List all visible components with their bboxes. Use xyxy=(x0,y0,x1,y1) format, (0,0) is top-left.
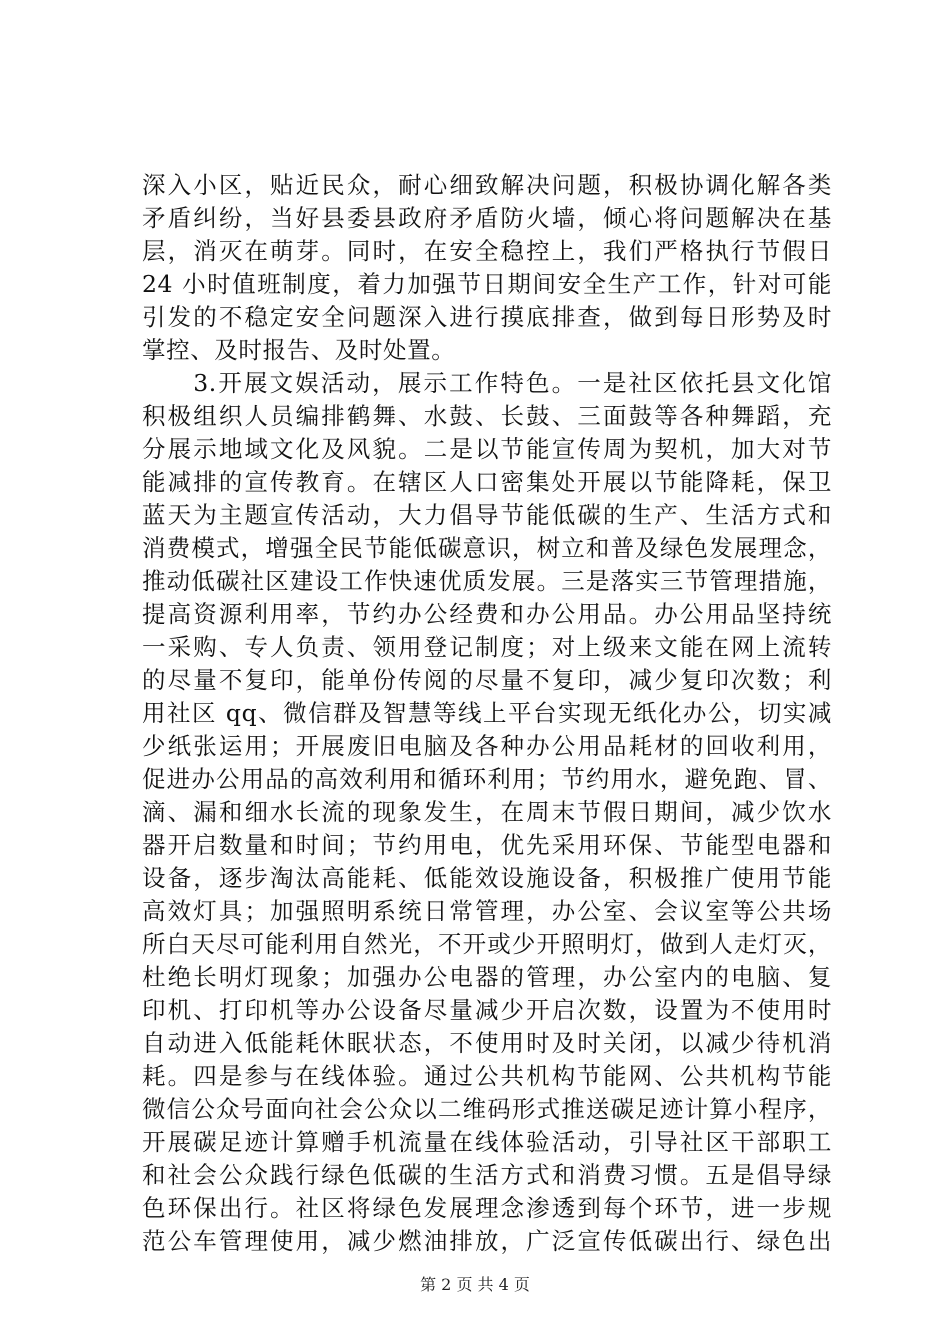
text-line: 24 小时值班制度，着力加强节日期间安全生产工作，针对可能 xyxy=(142,270,832,298)
text-line: 高效灯具；加强照明系统日常管理，办公室、会议室等公共场 xyxy=(142,897,832,925)
text-line: 少纸张运用；开展废旧电脑及各种办公用品耗材的回收利用， xyxy=(142,732,832,760)
text-line: 自动进入低能耗休眠状态，不使用时及时关闭，以减少待机消 xyxy=(142,1029,832,1057)
text-line: 消费模式，增强全民节能低碳意识，树立和普及绿色发展理念， xyxy=(142,534,832,562)
text-line: 杜绝长明灯现象；加强办公电器的管理，办公室内的电脑、复 xyxy=(142,963,832,991)
text-line: 能减排的宣传教育。在辖区人口密集处开展以节能降耗，保卫 xyxy=(142,468,832,496)
text-line: 推动低碳社区建设工作快速优质发展。三是落实三节管理措施， xyxy=(142,567,832,595)
text-line: 耗。四是参与在线体验。通过公共机构节能网、公共机构节能 xyxy=(142,1062,832,1090)
page-footer: 第 2 页 共 4 页 xyxy=(420,1275,530,1294)
text-line: 的尽量不复印，能单份传阅的尽量不复印，减少复印次数；利 xyxy=(142,666,832,694)
text-line: 滴、漏和细水长流的现象发生，在周末节假日期间，减少饮水 xyxy=(142,798,832,826)
text-line: 设备，逐步淘汰高能耗、低能效设施设备，积极推广使用节能 xyxy=(142,864,832,892)
text-line: 3.开展文娱活动，展示工作特色。一是社区依托县文化馆 xyxy=(142,369,832,397)
text-line: 掌控、及时报告、及时处置。 xyxy=(142,336,456,364)
text-line: 促进办公用品的高效利用和循环利用；节约用水，避免跑、冒、 xyxy=(142,765,832,793)
text-line: 一采购、专人负责、领用登记制度；对上级来文能在网上流转 xyxy=(142,633,832,661)
text-line: 开展碳足迹计算赠手机流量在线体验活动，引导社区干部职工 xyxy=(142,1128,832,1156)
text-line: 微信公众号面向社会公众以二维码形式推送碳足迹计算小程序， xyxy=(142,1095,832,1123)
body-text xyxy=(142,169,832,1258)
text-line: 深入小区，贴近民众，耐心细致解决问题，积极协调化解各类 xyxy=(142,171,832,199)
text-line: 器开启数量和时间；节约用电，优先采用环保、节能型电器和 xyxy=(142,831,832,859)
text-line: 范公车管理使用，减少燃油排放，广泛宣传低碳出行、绿色出 xyxy=(142,1227,832,1255)
text-line: 和社会公众践行绿色低碳的生活方式和消费习惯。五是倡导绿 xyxy=(142,1161,832,1189)
text-line: 提高资源利用率，节约办公经费和办公用品。办公用品坚持统 xyxy=(142,600,832,628)
text-line: 层，消灭在萌芽。同时，在安全稳控上，我们严格执行节假日 xyxy=(142,237,832,265)
text-line: 矛盾纠纷，当好县委县政府矛盾防火墙，倾心将问题解决在基 xyxy=(142,204,832,232)
text-line: 蓝天为主题宣传活动，大力倡导节能低碳的生产、生活方式和 xyxy=(142,501,832,529)
text-line: 用社区 qq、微信群及智慧等线上平台实现无纸化办公，切实减 xyxy=(142,699,832,727)
text-line: 分展示地域文化及风貌。二是以节能宣传周为契机，加大对节 xyxy=(142,435,832,463)
text-line: 印机、打印机等办公设备尽量减少开启次数，设置为不使用时 xyxy=(142,996,832,1024)
text-line: 色环保出行。社区将绿色发展理念渗透到每个环节，进一步规 xyxy=(142,1194,832,1222)
text-line: 所白天尽可能利用自然光，不开或少开照明灯，做到人走灯灭， xyxy=(142,930,832,958)
text-line: 积极组织人员编排鹤舞、水鼓、长鼓、三面鼓等各种舞蹈，充 xyxy=(142,402,832,430)
text-line: 引发的不稳定安全问题深入进行摸底排查，做到每日形势及时 xyxy=(142,303,832,331)
